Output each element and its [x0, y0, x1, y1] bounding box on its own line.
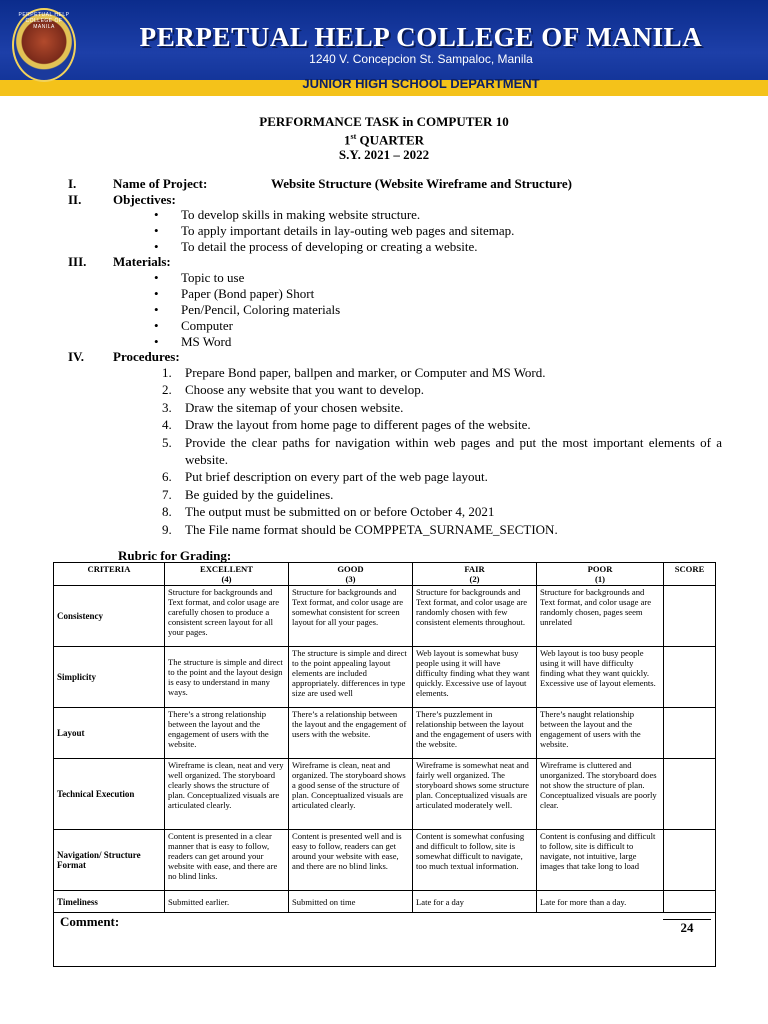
score-cell[interactable]: [664, 891, 716, 913]
criteria-cell: Technical Execution: [54, 759, 165, 830]
college-address: 1240 V. Concepcion St. Sampaloc, Manila: [309, 52, 533, 66]
section-number: I.: [68, 176, 77, 191]
fair-cell: Late for a day: [413, 891, 537, 913]
poor-cell: Structure for backgrounds and Text format, and color usage are randomly chosen, pages seem unrelated: [537, 586, 664, 647]
poor-cell: Web layout is too busy people using it will have difficulty finding what they want quickly. Excessive use of layout elements.: [537, 647, 664, 708]
comment-row: [54, 913, 716, 967]
document-title: [0, 114, 768, 162]
criteria-cell: Simplicity: [54, 647, 165, 708]
section-heading: Procedures:: [113, 349, 180, 364]
section-objectives: [0, 192, 768, 208]
good-cell: There’s a relationship between the layout and the engagement of users with the website.: [289, 708, 413, 759]
section-number: III.: [68, 254, 87, 269]
table-row: [54, 586, 716, 647]
comment-label: Comment:: [60, 914, 120, 929]
score-cell[interactable]: [664, 586, 716, 647]
section-heading: Materials:: [113, 254, 171, 269]
department-name: JUNIOR HIGH SCHOOL DEPARTMENT: [302, 76, 540, 91]
section-heading: Name of Project:: [113, 176, 208, 191]
poor-cell: Content is confusing and difficult to follow, site is difficult to navigate, not intuitive, large images that take long to load: [537, 830, 664, 891]
table-row: [54, 708, 716, 759]
criteria-cell: Navigation/ Structure Format: [54, 830, 165, 891]
header-banner: [0, 0, 768, 96]
score-cell[interactable]: [664, 830, 716, 891]
project-name: Website Structure (Website Wireframe and Structure): [271, 176, 573, 191]
criteria-cell: Timeliness: [54, 891, 165, 913]
total-score: 24: [663, 919, 711, 933]
column-header: CRITERIA: [54, 563, 165, 586]
criteria-cell: Layout: [54, 708, 165, 759]
score-cell[interactable]: [664, 708, 716, 759]
section-number: II.: [68, 192, 82, 207]
good-cell: Structure for backgrounds and Text format, and color usage are somewhat consistent for screen layout for all your pages.: [289, 586, 413, 647]
fair-cell: Wireframe is somewhat neat and fairly well organized. The storyboard shows some structure plan. Conceptualized visuals are articulated moderately well.: [413, 759, 537, 830]
good-cell: Wireframe is clean, neat and organized. The storyboard shows a good sense of the structure of plan. Conceptualized visuals are articulated clearly.: [289, 759, 413, 830]
excellent-cell: There’s a strong relationship between the layout and the engagement of users with the website.: [165, 708, 289, 759]
rubric-heading: Rubric for Grading:: [118, 548, 232, 563]
poor-cell: Wireframe is cluttered and unorganized. The storyboard does not show the structure of plan. Conceptualized visuals are poorly clear.: [537, 759, 664, 830]
score-cell[interactable]: [664, 759, 716, 830]
column-header: SCORE: [664, 563, 716, 586]
table-row: [54, 647, 716, 708]
column-header: POOR (1): [537, 563, 664, 586]
good-cell: Submitted on time: [289, 891, 413, 913]
column-header: FAIR (2): [413, 563, 537, 586]
table-row: [54, 891, 716, 913]
fair-cell: Structure for backgrounds and Text format, and color usage are randomly chosen with few consistent elements throughout.: [413, 586, 537, 647]
section-procedures: [0, 349, 768, 365]
title-line-1: PERFORMANCE TASK in COMPUTER 10: [259, 114, 509, 129]
table-row: [54, 830, 716, 891]
fair-cell: Content is somewhat confusing and difficult to follow, site is somewhat difficult to navigate, too much textual information.: [413, 830, 537, 891]
poor-cell: There’s naught relationship between the layout and the engagement of users with the website.: [537, 708, 664, 759]
section-heading: Objectives:: [113, 192, 176, 207]
table-header-row: [54, 563, 716, 586]
excellent-cell: Content is presented in a clear manner that is easy to follow, readers can get around your website with ease, and there are no blind links.: [165, 830, 289, 891]
college-seal-icon: [12, 8, 76, 82]
good-cell: The structure is simple and direct to the point appealing layout elements are included appropriately. differences in type size are used well: [289, 647, 413, 708]
table-row: [54, 759, 716, 830]
college-name: PERPETUAL HELP COLLEGE OF MANILA: [139, 22, 703, 52]
column-header: GOOD (3): [289, 563, 413, 586]
title-line-2: 1st QUARTER: [343, 132, 425, 148]
excellent-cell: Structure for backgrounds and Text format, and color usage are carefully chosen to produce a consistent screen layout for all your pages.: [165, 586, 289, 647]
poor-cell: Late for more than a day.: [537, 891, 664, 913]
fair-cell: Web layout is somewhat busy people using it will have difficulty finding what they want quickly. Excessive use of layout elements.: [413, 647, 537, 708]
criteria-cell: Consistency: [54, 586, 165, 647]
score-cell[interactable]: [664, 647, 716, 708]
section-project: [0, 176, 768, 192]
section-number: IV.: [68, 349, 85, 364]
good-cell: Content is presented well and is easy to follow, readers can get around your website with ease, and there are no blind links.: [289, 830, 413, 891]
section-materials: [0, 254, 768, 270]
seal-text: PERPETUAL HELP COLLEGE OF MANILA: [18, 12, 70, 30]
rubric-table: [53, 562, 716, 967]
column-header: EXCELLENT (4): [165, 563, 289, 586]
comment-cell[interactable]: [54, 913, 716, 967]
excellent-cell: Submitted earlier.: [165, 891, 289, 913]
title-line-3: S.Y. 2021 – 2022: [338, 147, 430, 163]
excellent-cell: The structure is simple and direct to the point and the layout design is easy to understand in many ways.: [165, 647, 289, 708]
excellent-cell: Wireframe is clean, neat and very well organized. The storyboard clearly shows the structure of plan. Conceptualized visuals are articulated clearly.: [165, 759, 289, 830]
fair-cell: There’s puzzlement in relationship between the layout and the engagement of users with the website.: [413, 708, 537, 759]
